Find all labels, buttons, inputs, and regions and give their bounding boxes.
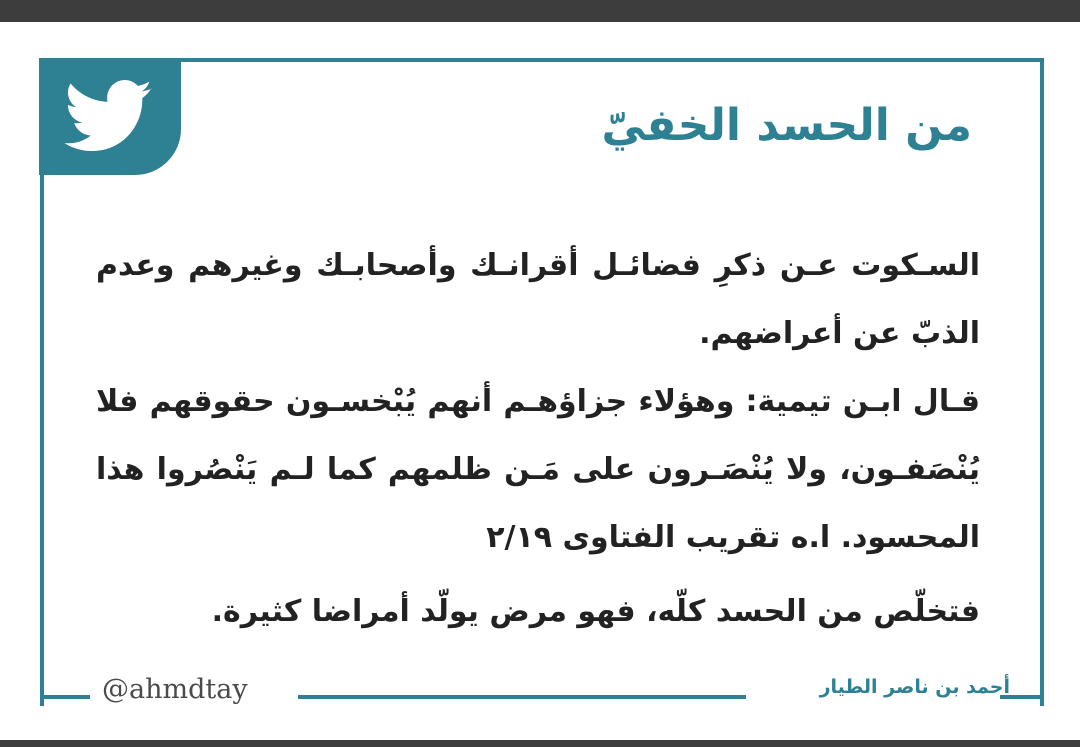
twitter-handle[interactable]: @ahmdtay <box>102 674 248 705</box>
paragraph-2: قـال ابـن تيمية: وهؤلاء جزاؤهـم أنهم يُبْخسـون حقوقهم فلا يُنْصَفـون، ولا يُنْصَـرون على مَـن ظلمهم كما لـم يَنْصُروا هذا المحسود. ا.ه تقريب الفتاوى ٢/١٩ <box>96 384 980 555</box>
top-frame-bar <box>0 0 1080 22</box>
bottom-frame-bar <box>0 740 1080 747</box>
paragraph-3: فتخلّص من الحسد كلّه، فهو مرض يولّد أمراضا كثيرة. <box>211 594 980 629</box>
author-name: أحمد بن ناصر الطيار <box>819 676 1010 698</box>
twitter-badge <box>39 58 181 175</box>
footer-line-left <box>40 695 90 699</box>
twitter-bird-icon <box>63 80 155 154</box>
card-title: من الحسد الخفيّ <box>601 100 972 151</box>
footer-line-middle <box>298 695 746 699</box>
paragraph-1: السـكوت عـن ذكرِ فضائـل أقرانـك وأصحابـك وغيرهم وعدم الذبّ عن أعراضهم. <box>96 248 980 351</box>
quote-body <box>96 232 980 646</box>
